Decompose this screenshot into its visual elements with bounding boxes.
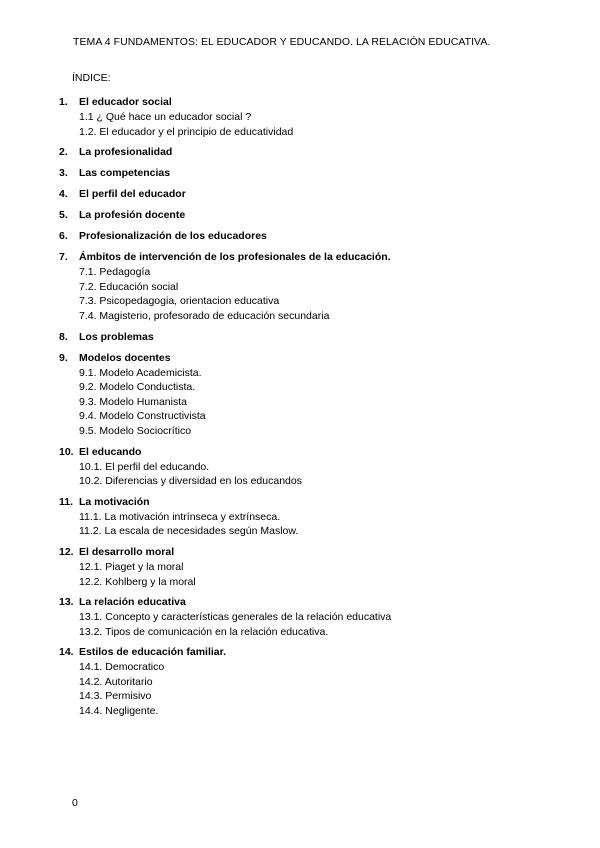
toc-subsection-item: 9.3. Modelo Humanista [79, 395, 187, 408]
toc-subsection-item: 9.5. Modelo Sociocrítico [79, 424, 192, 437]
toc-section-number: 7. [59, 251, 68, 264]
toc-subsection-list [59, 660, 559, 718]
toc-section-number: 2. [59, 146, 68, 159]
toc-subsection-list [59, 265, 559, 323]
toc-section [59, 208, 559, 229]
toc-subsection-item: 13.1. Concepto y características generales de la relación educativa [79, 611, 392, 624]
toc-section-title: Estilos de educación familiar. [79, 646, 227, 659]
toc-section-title: Profesionalización de los educadores [79, 230, 267, 243]
toc-section [59, 330, 559, 351]
toc-subsection-item: 9.4. Modelo Constructivista [79, 410, 206, 423]
toc-section-heading [59, 330, 559, 351]
toc-subsection-item: 1.1 ¿ Qué hace un educador social ? [79, 111, 252, 123]
toc-section [59, 351, 559, 439]
toc-section-number: 1. [59, 96, 68, 108]
toc-subsection-item: 7.4. Magisterio, profesorado de educación secundaria [79, 309, 330, 322]
toc-section-title: La profesión docente [79, 209, 186, 222]
toc-subsection-item: 10.2. Diferencias y diversidad en los educandos [79, 475, 302, 488]
toc-subsection-item: 7.3. Psicopedagogia, orientacion educativa [79, 295, 280, 308]
toc-section [59, 445, 559, 489]
toc-subsection-item: 11.1. La motivación intrínseca y extrínseca. [79, 510, 281, 523]
toc-section-title: La profesionalidad [79, 146, 173, 159]
toc-section-title: Los problemas [79, 330, 154, 343]
toc-subsection-list [59, 366, 559, 439]
toc-section-number: 12. [59, 545, 74, 558]
toc-subsection-item: 10.1. El perfil del educando. [79, 460, 210, 473]
toc-section-title: La motivación [79, 495, 150, 508]
toc-section-number: 10. [59, 445, 74, 458]
toc-subsection-item: 11.2. La escala de necesidades según Maslow. [79, 525, 299, 538]
toc-section-heading [59, 187, 559, 208]
document-title: TEMA 4 FUNDAMENTOS: EL EDUCADOR Y EDUCANDO. LA RELACIÓN EDUCATIVA. [73, 36, 491, 48]
toc-subsection-list [59, 560, 559, 589]
toc-section-title: El perfil del educador [79, 188, 186, 201]
toc-subsection-item: 9.2. Modelo Conductista. [79, 381, 196, 394]
toc-subsection-list [59, 610, 559, 639]
toc-section-title: Las competencias [79, 167, 171, 180]
toc-subsection-list [59, 460, 559, 489]
toc-subsection-item: 9.1. Modelo Academicista. [79, 366, 202, 379]
toc-section-title: Modelos docentes [79, 351, 171, 364]
toc-section-title: El educador social [79, 96, 172, 108]
toc-section [59, 166, 559, 187]
toc-subsection-item: 12.1. Piaget y la moral [79, 560, 184, 573]
toc-section [59, 229, 559, 250]
toc-subsection-item: 14.4. Negligente. [79, 705, 159, 718]
toc-section-number: 9. [59, 351, 68, 364]
toc-subsection-list [59, 510, 559, 539]
toc-section [59, 595, 559, 639]
toc-subsection-item: 7.1. Pedagogía [79, 266, 151, 279]
toc-section-number: 5. [59, 209, 68, 222]
toc-section [59, 545, 559, 589]
toc-section [59, 145, 559, 166]
page-number: 0 [72, 797, 78, 809]
toc-subsection-item: 12.2. Kohlberg y la moral [79, 575, 196, 588]
toc-subsection-item: 14.3. Permisivo [79, 690, 152, 703]
toc-subsection-item: 7.2. Educación social [79, 280, 179, 293]
toc-section-number: 6. [59, 230, 68, 243]
toc-section-number: 14. [59, 646, 74, 659]
toc-section-number: 4. [59, 188, 68, 201]
toc-section [59, 95, 559, 139]
toc-section [59, 495, 559, 539]
toc-section-number: 3. [59, 167, 68, 180]
toc-subsection-list [59, 110, 559, 139]
toc-subsection-item: 1.2. El educador y el principio de educatividad [79, 125, 294, 138]
toc-section-number: 11. [59, 495, 74, 508]
toc-section-heading [59, 208, 559, 229]
toc-subsection-item: 14.1. Democratico [79, 661, 165, 674]
toc-subsection-item: 13.2. Tipos de comunicación en la relación educativa. [79, 625, 329, 638]
index-label: ÍNDICE: [72, 72, 111, 84]
toc-section [59, 645, 559, 718]
toc-section [59, 250, 559, 323]
toc-section [59, 187, 559, 208]
toc-section-title: La relación educativa [79, 596, 186, 609]
toc-section-heading [59, 145, 559, 166]
toc-section-title: El educando [79, 445, 142, 458]
toc-section-heading [59, 229, 559, 250]
table-of-contents [59, 95, 559, 725]
toc-section-title: El desarrollo moral [79, 545, 175, 558]
toc-section-number: 13. [59, 596, 74, 609]
toc-section-number: 8. [59, 330, 68, 343]
toc-section-heading [59, 166, 559, 187]
toc-subsection-item: 14.2. Autoritario [79, 675, 153, 688]
toc-section-title: Ámbitos de intervención de los profesionales de la educación. [79, 251, 391, 264]
